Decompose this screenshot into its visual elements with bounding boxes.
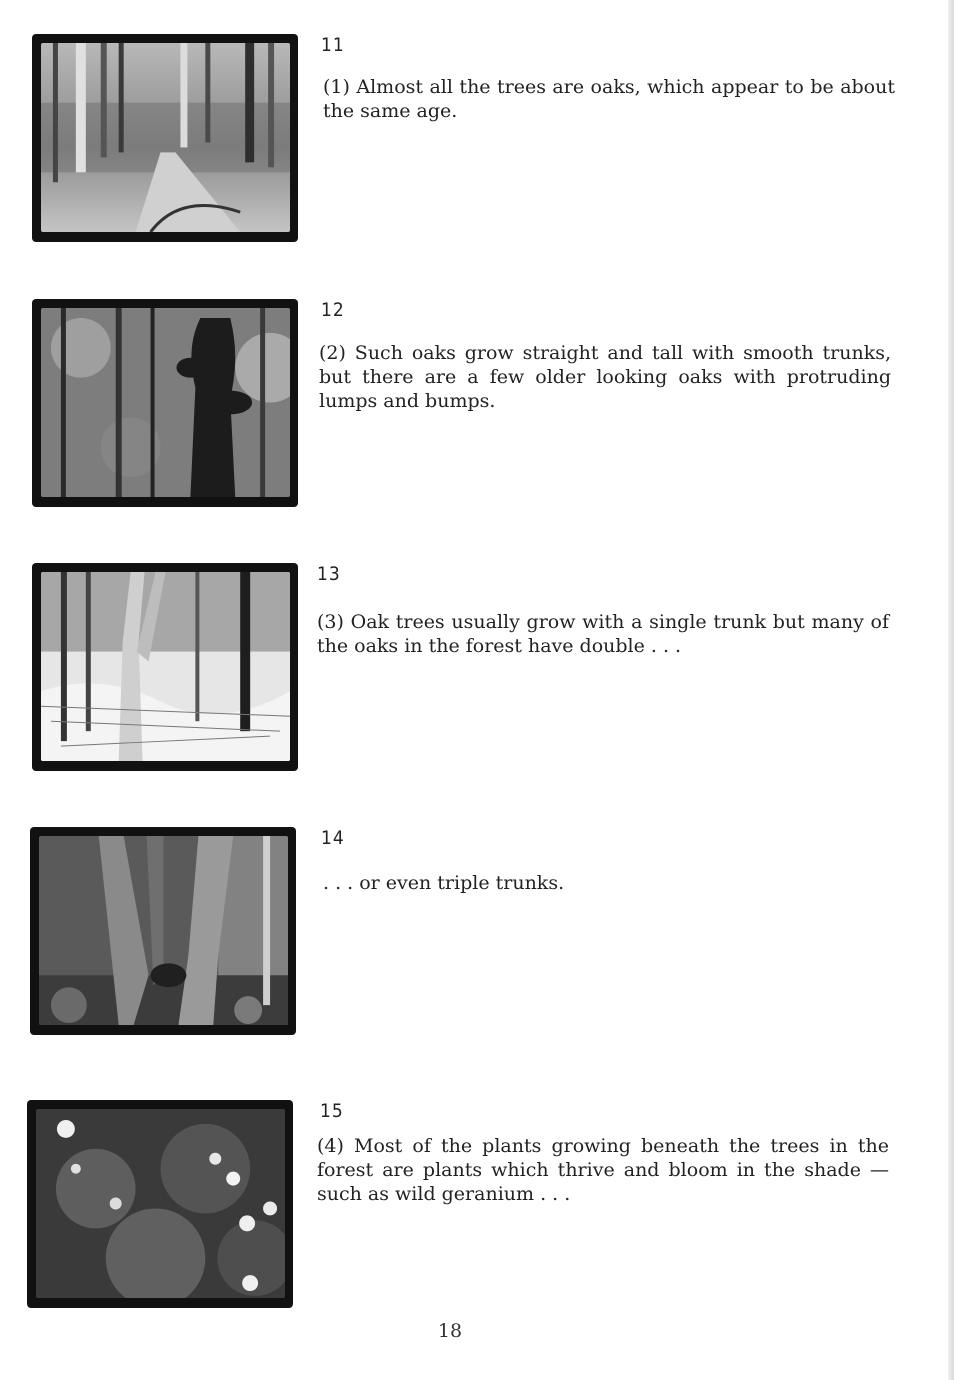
page-edge-shadow	[948, 0, 954, 1380]
wild-geranium-flowers-photo	[27, 1100, 293, 1308]
page-number: 18	[437, 1320, 463, 1342]
slide-caption: (3) Oak trees usually grow with a single trunk but many of the oaks in the forest have double . . .	[317, 611, 889, 657]
lumpy-oak-trunk-photo	[32, 299, 298, 507]
slide-caption: (4) Most of the plants growing beneath the trees in the forest are plants which thrive and bloom in the shade — such as wild geranium . . .	[317, 1135, 889, 1205]
triple-trunk-oak-photo	[30, 827, 296, 1035]
slide-caption: (1) Almost all the trees are oaks, which appear to be about the same age.	[323, 76, 895, 122]
oak-forest-path-photo	[32, 34, 298, 242]
slide-number: 15	[320, 1100, 344, 1122]
slide-number: 12	[321, 299, 345, 321]
slide-number: 11	[321, 34, 345, 56]
slide-caption: (2) Such oaks grow straight and tall with smooth trunks, but there are a few older looking oaks with protruding lumps and bumps.	[319, 342, 891, 412]
slide-caption: . . . or even triple trunks.	[323, 872, 565, 894]
slide-number: 14	[321, 827, 345, 849]
slide-number: 13	[317, 563, 341, 585]
double-trunk-oak-snow-photo	[32, 563, 298, 771]
